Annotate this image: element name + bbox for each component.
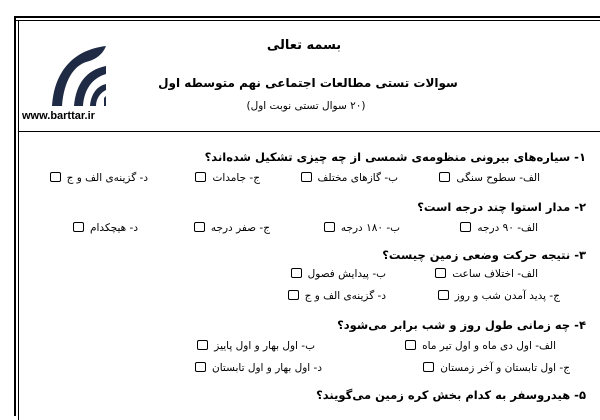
- checkbox-icon[interactable]: [438, 290, 449, 300]
- q4-option-d[interactable]: د- اول بهار و اول تابستان: [195, 362, 322, 374]
- header-divider: [18, 131, 600, 132]
- page-frame-top: [14, 16, 600, 18]
- checkbox-icon[interactable]: [291, 268, 302, 278]
- checkbox-icon[interactable]: [439, 172, 450, 182]
- q3-option-d[interactable]: د- گزینه‌ی الف و ج: [288, 290, 386, 302]
- checkbox-icon[interactable]: [301, 172, 312, 182]
- question-3: ۳- نتیجه حرکت وضعی زمین چیست؟: [382, 248, 586, 262]
- checkbox-icon[interactable]: [324, 222, 335, 232]
- q3-option-a[interactable]: الف- اختلاف ساعت: [435, 268, 538, 280]
- q1-option-b[interactable]: ب- گازهای مختلف: [301, 172, 399, 184]
- q2-option-c[interactable]: ج- صفر درجه: [194, 222, 270, 234]
- checkbox-icon[interactable]: [460, 222, 471, 232]
- site-url: www.barttar.ir: [22, 110, 95, 122]
- q3-option-c[interactable]: ج- پدید آمدن شب و روز: [438, 290, 560, 302]
- page-frame-top-inner: [14, 20, 600, 21]
- q2-option-d[interactable]: د- هیچکدام: [73, 222, 138, 234]
- checkbox-icon[interactable]: [435, 268, 446, 278]
- checkbox-icon[interactable]: [73, 222, 84, 232]
- checkbox-icon[interactable]: [288, 290, 299, 300]
- checkbox-icon[interactable]: [50, 172, 61, 182]
- header-bismillah: بسمه تعالی: [266, 38, 342, 53]
- q1-option-a[interactable]: الف- سطوح سنگی: [439, 172, 540, 184]
- q1-option-c[interactable]: ج- جامدات: [195, 172, 260, 184]
- q3-option-b[interactable]: ب- پیدایش فصول: [291, 268, 386, 280]
- q4-option-c[interactable]: ج- اول تابستان و آخر زمستان: [423, 362, 570, 374]
- exam-subtitle: (۲۰ سوال تستی نوبت اول): [246, 100, 366, 112]
- q2-option-a[interactable]: الف- ۹۰ درجه: [460, 222, 538, 234]
- exam-title: سوالات تستی مطالعات اجتماعی نهم متوسطه اول: [158, 76, 458, 90]
- q1-option-d[interactable]: د- گزینه‌ی الف و ج: [50, 172, 148, 184]
- checkbox-icon[interactable]: [194, 222, 205, 232]
- checkbox-icon[interactable]: [405, 340, 416, 350]
- q4-option-b[interactable]: ب- اول بهار و اول پاییز: [197, 340, 315, 352]
- checkbox-icon[interactable]: [195, 172, 206, 182]
- question-5: ۵- هیدروسفر به کدام بخش کره زمین می‌گویند؟: [316, 388, 586, 402]
- checkbox-icon[interactable]: [195, 362, 206, 372]
- checkbox-icon[interactable]: [423, 362, 434, 372]
- checkbox-icon[interactable]: [197, 340, 208, 350]
- q4-option-a[interactable]: الف- اول دی ماه و اول تیر ماه: [405, 340, 556, 352]
- q2-option-b[interactable]: ب- ۱۸۰ درجه: [324, 222, 400, 234]
- question-4: ۴- چه زمانی طول روز و شب برابر می‌شود؟: [337, 318, 586, 332]
- question-1: ۱- سیاره‌های بیرونی منظومه‌ی شمسی از چه چیزی تشکیل شده‌اند؟: [204, 150, 586, 164]
- question-2: ۲- مدار استوا چند درجه است؟: [417, 200, 586, 214]
